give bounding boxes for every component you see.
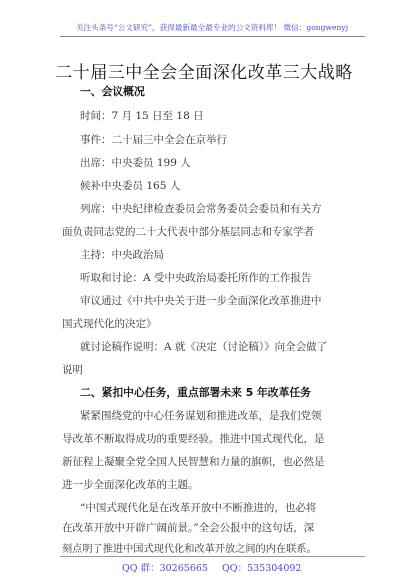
paragraph-line: 导改革不断取得成功的重要经验。推进中国式现代化，是 xyxy=(62,433,325,445)
quote-line: “中国式现代化是在改革开放中不断推进的，也必将 xyxy=(80,502,317,514)
page-header: 关注头条号“公文研究”，获得最新最全最专业的公文资料库！ 微信：gongwenyj xyxy=(75,23,349,32)
meeting-explanation: 就讨论稿作说明：A 就《决定（讨论稿）》向全会做了 xyxy=(80,341,328,353)
meeting-adopted-cont: 国式现代化的决定》 xyxy=(62,318,157,330)
meeting-report: 听取和讨论：A 受中央政治局委托所作的工作报告 xyxy=(80,272,312,284)
meeting-adopted: 审议通过《中共中央关于进一步全面深化改革推进中 xyxy=(80,295,322,307)
section2-heading: 二、紧扣中心任务，重点部署未来 5 年改革任务 xyxy=(80,386,311,399)
paragraph-line: 新征程上凝聚全党全国人民智慧和力量的旗帜，也必然是 xyxy=(62,456,325,468)
section1-heading: 一、会议概况 xyxy=(80,85,145,98)
paragraph-line: 进一步全面深化改革的主题。 xyxy=(62,479,199,491)
meeting-alternates: 候补中央委员 165 人 xyxy=(80,180,181,192)
header-divider xyxy=(60,36,365,37)
footer-qq-group: QQ 群：30265665 xyxy=(122,563,208,574)
meeting-explanation-cont: 说明 xyxy=(62,364,83,376)
document-title: 二十届三中全会全面深化改革三大战略 xyxy=(55,63,353,83)
meeting-observers-cont: 面负责同志党的二十大代表中部分基层同志和专家学者 xyxy=(62,226,314,238)
meeting-observers: 列席：中央纪律检查委员会常务委员会委员和有关方 xyxy=(80,203,322,215)
quote-line: 在改革开放中开辟广阔前景。”全会公报中的这句话，深 xyxy=(62,522,315,534)
paragraph-line: 紧紧围绕党的中心任务谋划和推进改革，是我们党领 xyxy=(80,410,322,422)
meeting-host: 主持：中央政治局 xyxy=(80,249,164,261)
meeting-event: 事件：二十届三中全会在京举行 xyxy=(80,134,227,146)
footer-divider xyxy=(60,556,365,557)
meeting-attendees: 出席：中央委员 199 人 xyxy=(80,157,191,169)
quote-line: 刻点明了推进中国式现代化和改革开放之间的内在联系。 xyxy=(62,544,317,555)
footer-qq: QQ：535304092 xyxy=(222,563,302,574)
meeting-time: 时间：7 月 15 日至 18 日 xyxy=(80,110,204,122)
